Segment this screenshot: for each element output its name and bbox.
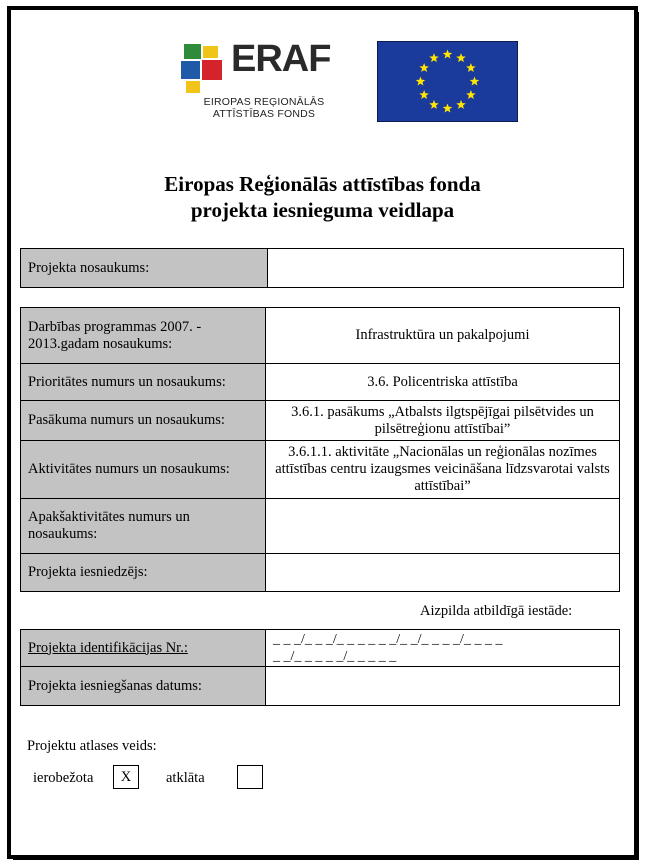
applicant-label: Projekta iesniedzējs: (21, 554, 266, 592)
id-table (20, 629, 620, 706)
option-limited-label: ierobežota (33, 770, 94, 786)
program-label: Darbības programmas 2007. - 2013.gadam nosaukums: (21, 308, 266, 364)
logo-square-blue (181, 61, 200, 79)
priority-label: Prioritātes numurs un nosaukums: (21, 364, 266, 401)
table-row (21, 364, 620, 401)
measure-value: 3.6.1. pasākums „Atbalsts ilgtspējīgai pilsētvides un pilsētreģionu attīstībai” (266, 401, 620, 441)
eu-flag-icon (377, 41, 518, 122)
option-open-label: atklāta (166, 770, 205, 786)
program-value: Infrastruktūra un pakalpojumi (266, 308, 620, 364)
table-row (21, 554, 620, 592)
id-field-line1: _ _ _/_ _ _/_ _ _ _ _ _/_ _/_ _ _ _/_ _ _ _ (273, 632, 503, 647)
measure-label: Pasākuma numurs un nosaukums: (21, 401, 266, 441)
logo-square-yellow (203, 46, 218, 58)
project-name-label: Projekta nosaukums: (21, 249, 268, 288)
table-row (21, 441, 620, 499)
option-open-checkbox[interactable] (237, 765, 263, 789)
id-label-cell (21, 630, 266, 667)
submission-date-label: Projekta iesniegšanas datums: (21, 667, 266, 706)
table-row (21, 308, 620, 364)
table-row (21, 630, 620, 667)
activity-label: Aktivitātes numurs un nosaukums: (21, 441, 266, 499)
logo-square-red (202, 60, 222, 80)
eraf-logo (181, 38, 341, 124)
project-name-table (20, 248, 624, 288)
submission-date-field[interactable] (266, 667, 620, 706)
eraf-subtitle-line2: ATTĪSTĪBAS FONDS (212, 108, 316, 120)
id-field-line2: _ _/_ _ _ _ _/_ _ _ _ _ (273, 649, 397, 664)
subactivity-label: Apakšaktivitātes numurs un nosaukums: (21, 499, 266, 554)
eraf-subtitle-line1: EIROPAS REĢIONĀLĀS (203, 96, 325, 108)
project-name-field[interactable] (268, 249, 624, 288)
applicant-field[interactable] (266, 554, 620, 592)
form-title-line2: projekta iesnieguma veidlapa (190, 198, 455, 222)
program-info-table (20, 307, 620, 592)
option-limited-checkbox[interactable]: X (113, 765, 139, 789)
table-row (21, 667, 620, 706)
selection-type-title: Projektu atlases veids: (27, 738, 157, 754)
id-label: Projekta identifikācijas Nr.: (28, 639, 188, 656)
page-shadow-right (634, 12, 639, 859)
eraf-wordmark: ERAF (231, 38, 331, 80)
logo-square-yellow-small (186, 81, 200, 93)
logo-square-green (184, 44, 201, 59)
subactivity-field[interactable] (266, 499, 620, 554)
form-title-line1: Eiropas Reģionālās attīstības fonda (164, 172, 481, 196)
table-row (21, 401, 620, 441)
activity-value: 3.6.1.1. aktivitāte „Nacionālas un reģionālas nozīmes attīstības centru izaugsmes veicināšana līdzsvarotai valsts attīstībai” (266, 441, 620, 499)
priority-value: 3.6. Policentriska attīstība (266, 364, 620, 401)
authority-note: Aizpilda atbildīgā iestāde: (420, 603, 573, 619)
page-shadow-bottom (13, 855, 639, 860)
table-row (21, 499, 620, 554)
id-field[interactable] (266, 630, 620, 667)
